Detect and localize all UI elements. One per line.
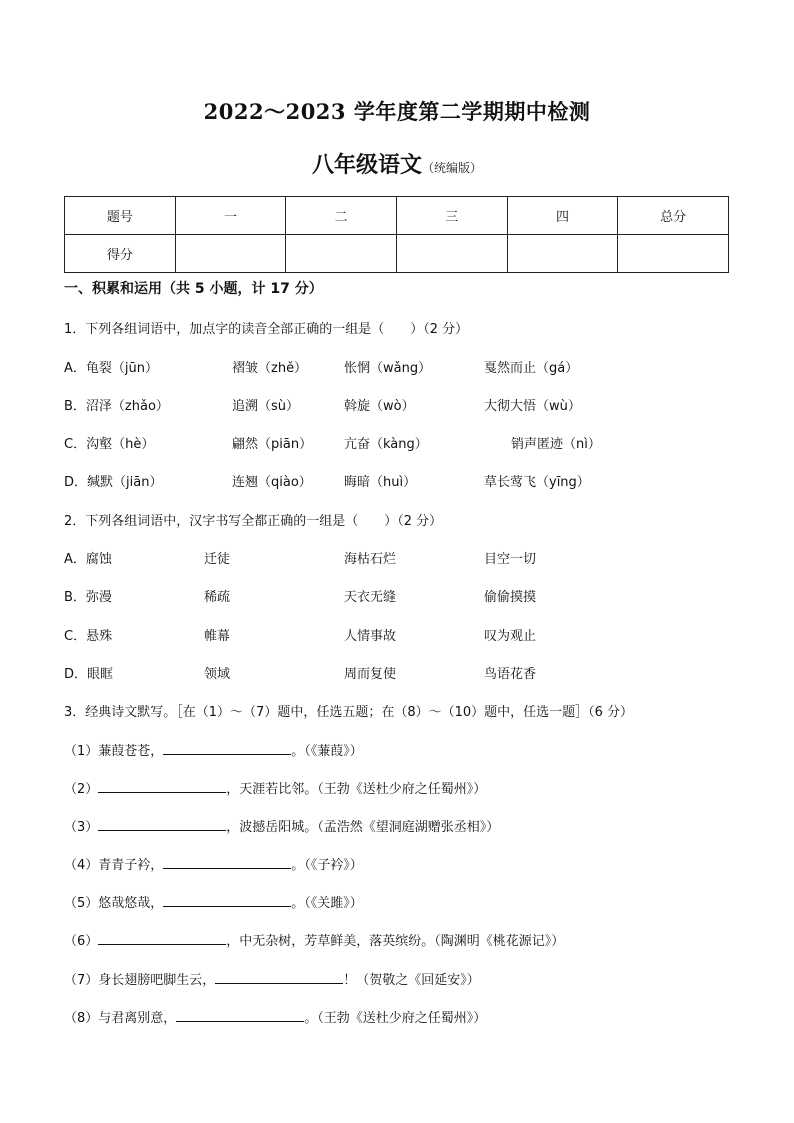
- answer-blank[interactable]: [98, 817, 226, 831]
- q2-option-b-word-3: 天衣无缝: [344, 590, 397, 605]
- section-heading: 一、积累和运用（共 5 小题，计 17 分）: [64, 281, 323, 297]
- score-cell[interactable]: [175, 235, 286, 273]
- q1-option-b-word-1: B．沼泽（zhǎo）: [64, 399, 169, 414]
- exam-subtitle: [0, 148, 794, 179]
- answer-blank[interactable]: [98, 931, 226, 945]
- score-row-label: 得分: [65, 235, 176, 273]
- score-header-cell: 二: [286, 197, 397, 235]
- q1-option-b-word-2: 追溯（sù）: [232, 399, 300, 414]
- q3-item-3: [64, 816, 499, 835]
- q2-option-d-word-1: D．眼眶: [64, 667, 114, 682]
- q2-option-a-word-4: 目空一切: [484, 552, 537, 567]
- score-header-cell: 题号: [65, 197, 176, 235]
- score-table-score-row: [65, 235, 729, 273]
- q2-option-c-word-1: C．悬殊: [64, 629, 113, 644]
- q1-option-c-word-2: 翩然（piān）: [232, 437, 313, 452]
- score-header-cell: 三: [396, 197, 507, 235]
- subject-title: 八年级语文: [311, 152, 422, 178]
- score-cell[interactable]: [396, 235, 507, 273]
- q1-option-d-word-3: 晦暗（huì）: [344, 475, 417, 490]
- q3-item-1: [64, 740, 363, 759]
- q1-option-c-word-4: 销声匿迹（nì）: [511, 437, 601, 452]
- q1-option-d-word-1: D．缄默（jiān）: [64, 475, 163, 490]
- answer-blank[interactable]: [163, 855, 291, 869]
- q1-option-a-word-3: 怅惘（wǎng）: [344, 361, 432, 376]
- q1-option-a-word-1: A．龟裂（jūn）: [64, 361, 158, 376]
- q3-item-8: [64, 1007, 486, 1026]
- q3-item-prefix: （4）青青子衿，: [64, 858, 164, 873]
- q3-item-suffix: ，中无杂树，芳草鲜美，落英缤纷。（陶渊明《桃花源记》）: [226, 934, 565, 949]
- q2-option-c-word-3: 人情事故: [344, 629, 397, 644]
- answer-blank[interactable]: [98, 779, 226, 793]
- q2-option-d-word-4: 鸟语花香: [484, 667, 537, 682]
- q3-item-prefix: （5）悠哉悠哉，: [64, 896, 164, 911]
- q1-option-a-word-2: 褶皱（zhě）: [232, 361, 308, 376]
- q2-option-a-word-1: A．腐蚀: [64, 552, 112, 567]
- q3-item-prefix: （6）: [64, 934, 99, 949]
- q3-item-7: [64, 969, 480, 988]
- q1-option-d-word-2: 连翘（qiào）: [232, 475, 312, 490]
- q3-item-prefix: （2）: [64, 782, 99, 797]
- q1-option-d-word-4: 草长莺飞（yīng）: [484, 475, 590, 490]
- q3-item-2: [64, 778, 486, 797]
- q1-option-b-word-4: 大彻大悟（wù）: [484, 399, 581, 414]
- q1-option-b-word-3: 斡旋（wò）: [344, 399, 415, 414]
- q3-item-prefix: （7）身长翅膀吧脚生云，: [64, 973, 216, 988]
- q3-item-6: [64, 930, 564, 949]
- score-header-cell: 总分: [618, 197, 729, 235]
- q3-item-prefix: （8）与君离别意，: [64, 1011, 177, 1026]
- q3-item-suffix: 。（《蒹葭》）: [291, 744, 363, 759]
- q3-item-suffix: ！（贺敬之《回延安》）: [343, 973, 480, 988]
- q2-option-a-word-2: 迁徒: [204, 552, 231, 567]
- q1-option-c-word-3: 亢奋（kàng）: [344, 437, 428, 452]
- q3-item-4: [64, 854, 363, 873]
- answer-blank[interactable]: [163, 893, 291, 907]
- q2-option-b-word-2: 稀疏: [204, 590, 231, 605]
- question-2-stem: 2．下列各组词语中，汉字书写全都正确的一组是（ ）（2 分）: [64, 514, 443, 529]
- q2-option-d-word-2: 领域: [204, 667, 231, 682]
- answer-blank[interactable]: [215, 970, 343, 984]
- question-3-stem: 3．经典诗文默写。［在（1）～（7）题中，任选五题；在（8）～（10）题中，任选一题］（6 分）: [64, 705, 634, 720]
- q3-item-prefix: （3）: [64, 820, 99, 835]
- q3-item-suffix: ，波撼岳阳城。（孟浩然《望洞庭湖赠张丞相》）: [226, 820, 500, 835]
- q1-option-a-word-4: 戛然而止（gá）: [484, 361, 579, 376]
- score-table: [64, 196, 729, 273]
- score-header-cell: 四: [507, 197, 618, 235]
- q3-item-5: [64, 892, 363, 911]
- score-cell[interactable]: [286, 235, 397, 273]
- answer-blank[interactable]: [176, 1008, 304, 1022]
- q3-item-prefix: （1）蒹葭苍苍，: [64, 744, 164, 759]
- q3-item-suffix: 。（《子衿》）: [291, 858, 363, 873]
- q2-option-d-word-3: 周而复使: [344, 667, 397, 682]
- q2-option-a-word-3: 海枯石烂: [344, 552, 397, 567]
- q3-item-suffix: 。（《关雎》）: [291, 896, 363, 911]
- q3-item-suffix: ，天涯若比邻。（王勃《送杜少府之任蜀州》）: [226, 782, 487, 797]
- question-1-stem: 1．下列各组词语中，加点字的读音全部正确的一组是（ ）（2 分）: [64, 322, 469, 337]
- score-cell[interactable]: [507, 235, 618, 273]
- q1-option-c-word-1: C．沟壑（hè）: [64, 437, 155, 452]
- answer-blank[interactable]: [163, 741, 291, 755]
- q2-option-b-word-4: 偷偷摸摸: [484, 590, 537, 605]
- q2-option-c-word-4: 叹为观止: [484, 629, 537, 644]
- q2-option-b-word-1: B．弥漫: [64, 590, 112, 605]
- score-cell[interactable]: [618, 235, 729, 273]
- edition-label: （统编版）: [422, 161, 483, 175]
- score-table-header-row: [65, 197, 729, 235]
- score-header-cell: 一: [175, 197, 286, 235]
- q2-option-c-word-2: 帷幕: [204, 629, 231, 644]
- q3-item-suffix: 。（王勃《送杜少府之任蜀州》）: [304, 1011, 487, 1026]
- exam-title: 2022～2023 学年度第二学期期中检测: [203, 99, 591, 124]
